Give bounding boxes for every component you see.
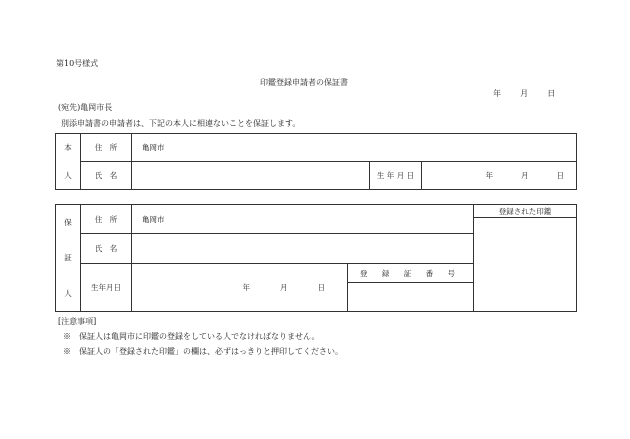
notes-heading: [注意事項] bbox=[58, 317, 97, 326]
registration-number-field[interactable] bbox=[348, 283, 473, 311]
guarantor-name-label: 氏 名 bbox=[81, 234, 132, 264]
guarantor-name-field[interactable] bbox=[132, 234, 474, 264]
guarantor-birth-year: 年 bbox=[242, 283, 250, 292]
principal-side-label: 本 人 bbox=[56, 134, 81, 190]
seal-stamp-area[interactable] bbox=[474, 218, 577, 312]
addressee: (宛先)亀岡市長 bbox=[58, 103, 113, 112]
header-date bbox=[493, 90, 555, 98]
principal-name-field[interactable] bbox=[132, 162, 370, 190]
guarantor-table bbox=[55, 204, 577, 312]
note-item-2: ※ 保証人の「登録された印鑑」の欄は、必ずはっきりと押印してください。 bbox=[63, 347, 343, 356]
statement: 別添申請書の申請者は、下記の本人に相違ないことを保証します。 bbox=[61, 119, 301, 128]
form-number: 第10号様式 bbox=[56, 59, 99, 68]
principal-birth-month: 月 bbox=[521, 171, 529, 180]
date-day: 日 bbox=[547, 89, 556, 98]
registration-number-label: 登 録 証 番 号 bbox=[348, 264, 473, 283]
guarantor-birth-label: 生年月日 bbox=[81, 264, 132, 312]
guarantor-address-field[interactable] bbox=[132, 205, 474, 234]
principal-birth-label: 生 年 月 日 bbox=[370, 162, 422, 190]
note-item-1: ※ 保証人は亀岡市に印鑑の登録をしている人でなければなりません。 bbox=[63, 332, 320, 341]
date-month: 月 bbox=[520, 89, 529, 98]
date-year: 年 bbox=[493, 89, 501, 98]
principal-table bbox=[55, 133, 577, 190]
guarantor-address-label: 住 所 bbox=[81, 205, 132, 234]
principal-birth-year: 年 bbox=[485, 171, 494, 180]
registration-number-cell bbox=[348, 264, 474, 312]
guarantor-side-label: 保 証 人 bbox=[56, 205, 81, 312]
principal-address-label: 住 所 bbox=[81, 134, 132, 162]
guarantor-birth-day: 日 bbox=[317, 283, 325, 292]
principal-address-field[interactable] bbox=[132, 134, 577, 162]
principal-birth-day: 日 bbox=[556, 171, 565, 180]
principal-name-label: 氏 名 bbox=[81, 162, 132, 190]
guarantor-birth-field[interactable] bbox=[132, 264, 348, 312]
guarantor-birth-month: 月 bbox=[280, 283, 288, 292]
seal-label: 登録された印鑑 bbox=[474, 205, 577, 218]
principal-address-value: 亀岡市 bbox=[142, 143, 165, 152]
principal-birth-field[interactable] bbox=[422, 162, 577, 190]
guarantor-address-value: 亀岡市 bbox=[142, 214, 165, 224]
form-title: 印鑑登録申請者の保証書 bbox=[260, 78, 348, 87]
